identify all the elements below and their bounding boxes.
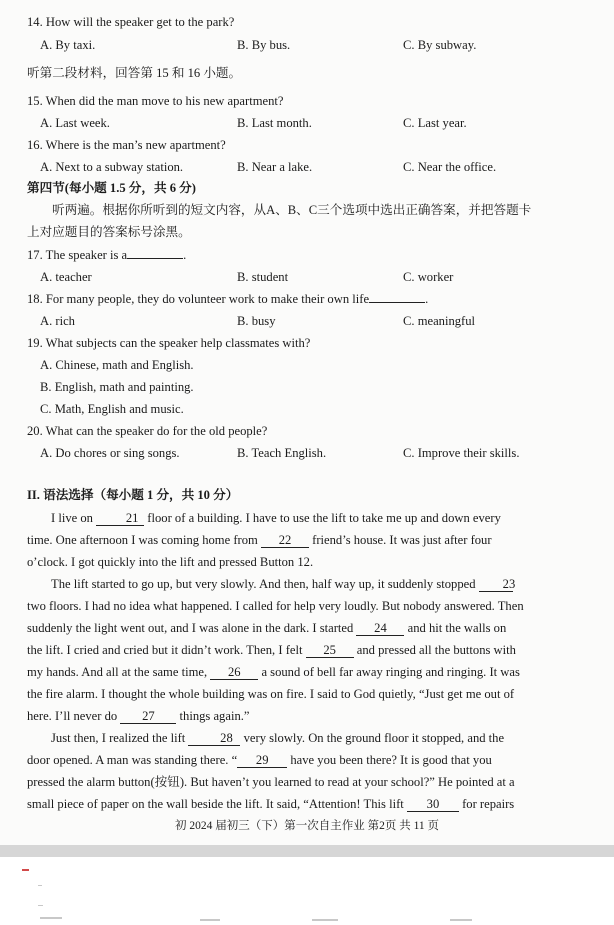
scan-speck (40, 917, 62, 919)
q20-option-a: A. Do chores or sing songs. (40, 446, 180, 460)
blank-28: 28 (188, 732, 240, 746)
blank-24: 24 (356, 622, 404, 636)
section-4-instruction-line-2: 上对应题目的答案标号涂黑。 (27, 225, 191, 239)
passage-line-13: pressed the alarm button(按钮). But haven’t you learned to read at your school?” He pointed at a (27, 775, 515, 789)
page-separator (0, 845, 614, 857)
q14-option-c: C. By subway. (403, 38, 477, 52)
blank-23: 23 (479, 578, 513, 592)
blank-21: 21 (96, 512, 144, 526)
grammar-passage (27, 507, 568, 815)
q17-option-b: B. student (237, 270, 289, 284)
scan-speck (38, 885, 42, 886)
passage-line-11: Just then, I realized the lift 28 very slowly. On the ground floor it stopped, and the (51, 731, 505, 745)
q19-option-b: B. English, math and painting. (40, 380, 194, 394)
passage-line-10: here. I’ll never do 27 things again.” (27, 709, 250, 723)
question-17-stem (27, 247, 186, 263)
q20-option-c: C. Improve their skills. (403, 446, 520, 460)
q18-option-b: B. busy (237, 314, 276, 328)
passage-line-12: door opened. A man was standing there. “ 29 have you been there? It is good that you (27, 753, 492, 767)
passage-line-1: I live on 21 floor of a building. I have to use the lift to take me up and down every (51, 511, 501, 525)
q17-option-c: C. worker (403, 270, 454, 284)
blank-30: 30 (407, 798, 459, 812)
scan-speck (450, 919, 472, 921)
question-20-stem: 20. What can the speaker do for the old people? (27, 424, 268, 438)
q15-option-a: A. Last week. (40, 116, 110, 130)
q18-stem-text: 18. For many people, they do volunteer work to make their own life (27, 292, 370, 306)
passage-line-5: two floors. I had no idea what happened. I called for help very loudly. But nobody answered. Then (27, 599, 524, 613)
blank-26: 26 (210, 666, 258, 680)
passage-line-2: time. One afternoon I was coming home from 22 friend’s house. It was just after four (27, 533, 492, 547)
q16-option-b: B. Near a lake. (237, 160, 313, 174)
question-18-stem (27, 291, 428, 307)
passage-line-7: the lift. I cried and cried but it didn’t work. Then, I felt 25 and pressed all the buttons with (27, 643, 516, 657)
material-2-note: 听第二段材料，回答第 15 和 16 小题。 (27, 66, 242, 80)
passage-line-4: The lift started to go up, but very slowly. And then, half way up, it suddenly stopped 23 (51, 577, 516, 591)
q18-option-a: A. rich (40, 314, 75, 328)
q14-option-b: B. By bus. (237, 38, 291, 52)
blank-27: 27 (120, 710, 176, 724)
section-4-title: 第四节(每小题 1.5 分，共 6 分) (27, 181, 196, 195)
question-16-stem: 16. Where is the man’s new apartment? (27, 138, 226, 152)
q17-blank (127, 258, 183, 259)
scan-speck (312, 919, 338, 921)
red-mark (22, 869, 29, 871)
q17-stem-text: 17. The speaker is a (27, 248, 128, 262)
q19-option-a: A. Chinese, math and English. (40, 358, 194, 372)
passage-line-9: the fire alarm. I thought the whole building was on fire. I said to God quietly, “Just get me out of (27, 687, 515, 701)
page-footer: 初 2024 届初三（下）第一次自主作业 第2页 共 11 页 (174, 820, 440, 832)
blank-29: 29 (237, 754, 287, 768)
q18-stem-end: . (425, 292, 429, 306)
q14-option-a: A. By taxi. (40, 38, 96, 52)
q18-option-c: C. meaningful (403, 314, 476, 328)
blank-22: 22 (261, 534, 309, 548)
q16-option-c: C. Near the office. (403, 160, 497, 174)
q20-option-b: B. Teach English. (237, 446, 327, 460)
section-4-instruction-line-1: 听两遍。根据你所听到的短文内容，从A、B、C三个选项中选出正确答案，并把答题卡 (52, 203, 532, 217)
question-15-stem: 15. When did the man move to his new apartment? (27, 94, 284, 108)
passage-line-14: small piece of paper on the wall beside the lift. It said, “Attention! This lift 30 for repairs (27, 797, 515, 811)
scan-speck (38, 905, 43, 906)
passage-line-3: o’clock. I got quickly into the lift and pressed Button 12. (27, 555, 314, 569)
blank-25: 25 (306, 644, 354, 658)
q18-blank (369, 302, 425, 303)
question-19-stem: 19. What subjects can the speaker help classmates with? (27, 336, 311, 350)
q17-stem-end: . (183, 248, 187, 262)
q16-option-a: A. Next to a subway station. (40, 160, 184, 174)
next-page-edge (0, 857, 614, 925)
q15-option-b: B. Last month. (237, 116, 312, 130)
q15-option-c: C. Last year. (403, 116, 467, 130)
part-2-title: II. 语法选择（每小题 1 分，共 10 分） (27, 488, 239, 502)
q17-option-a: A. teacher (40, 270, 92, 284)
scan-speck (200, 919, 220, 921)
passage-line-8: my hands. And all at the same time, 26 a sound of bell far away ringing and ringing. It was (27, 665, 520, 679)
question-14-stem: 14. How will the speaker get to the park? (27, 15, 235, 29)
passage-line-6: suddenly the light went out, and I was alone in the dark. I started 24 and hit the walls on (27, 621, 507, 635)
q19-option-c: C. Math, English and music. (40, 402, 184, 416)
